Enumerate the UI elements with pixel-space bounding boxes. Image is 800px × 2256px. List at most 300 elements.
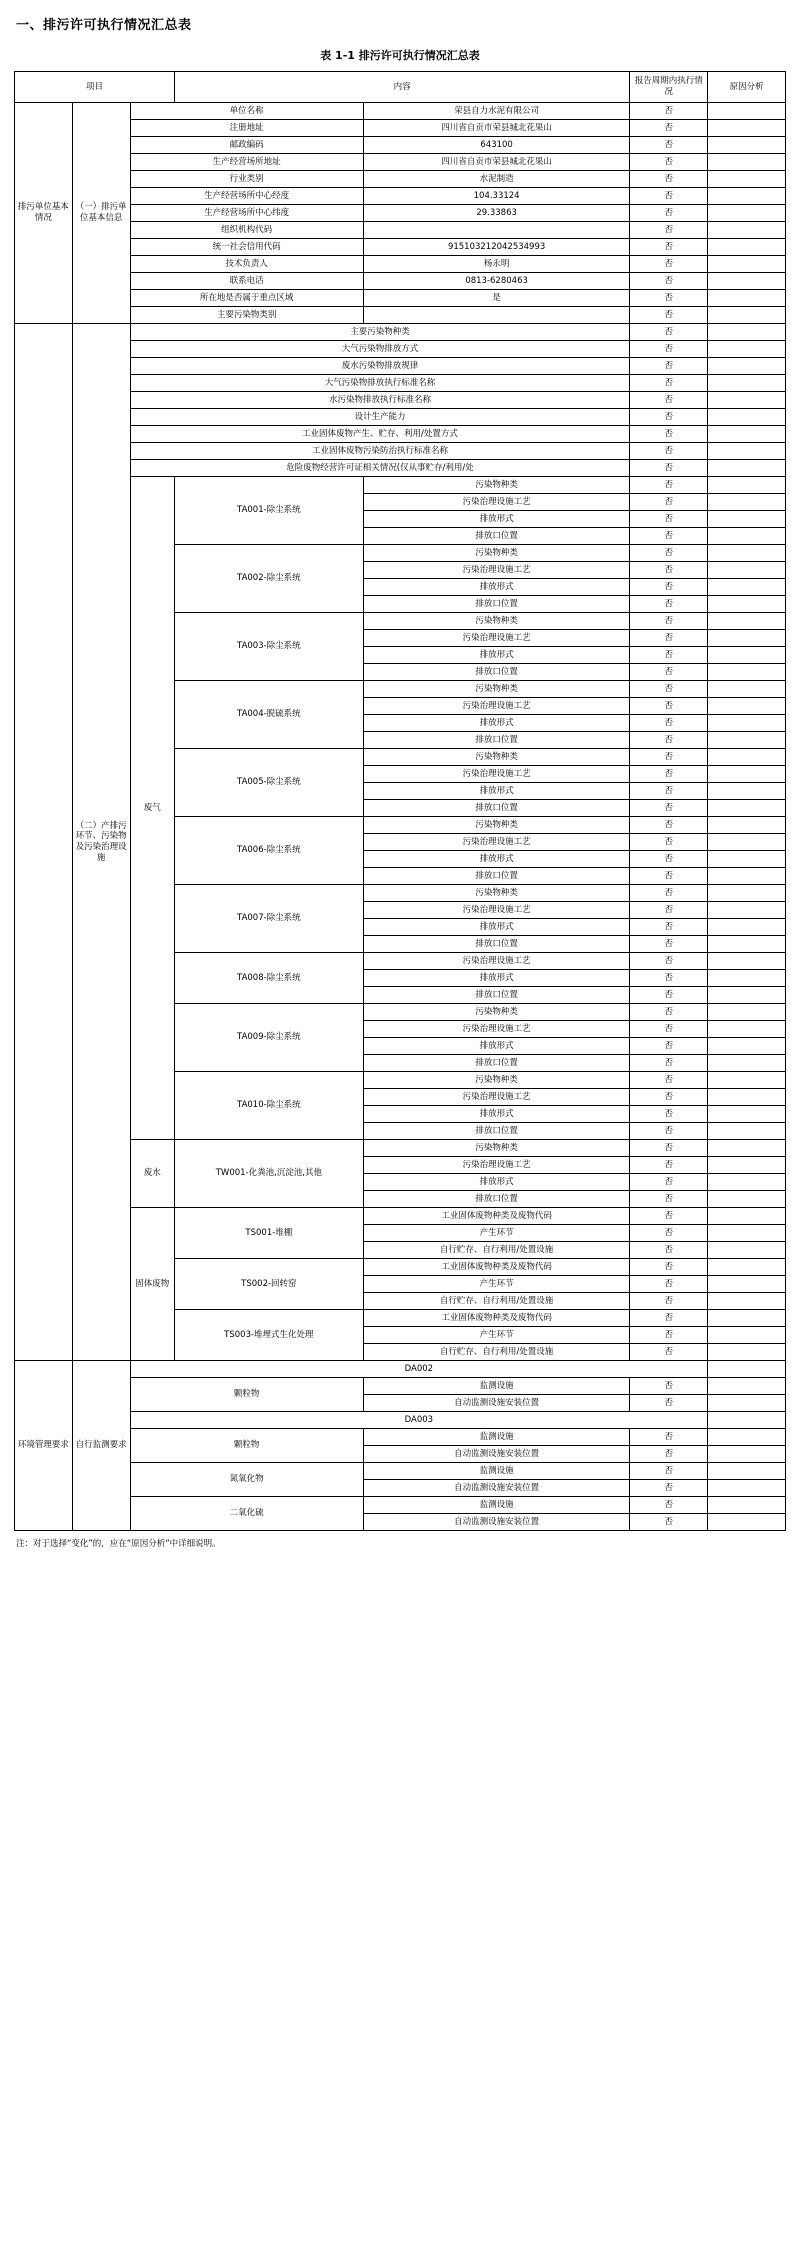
monitor-item-label: 自动监测设施安装位置 [363,1395,630,1412]
table-row [15,120,786,137]
row-label: 行业类别 [130,171,363,188]
row-reason [708,562,786,579]
row-status: 否 [630,664,708,681]
row-status: 否 [630,1106,708,1123]
table-row [15,1412,786,1429]
row-label: 大气污染物排放执行标准名称 [130,375,630,392]
facility-item-label: 排放形式 [363,715,630,732]
facility-item-label: 排放形式 [363,783,630,800]
category-label-air: 废气 [130,477,174,1140]
row-reason [708,222,786,239]
facility-item-label: 排放形式 [363,511,630,528]
row-status: 否 [630,171,708,188]
row-reason [708,477,786,494]
row-label: 工业固体废物污染防治执行标准名称 [130,443,630,460]
row-reason [708,1497,786,1514]
row-label: 危险废物经营许可证相关情况(仅从事贮存/利用/处 [130,460,630,477]
row-status: 否 [630,528,708,545]
row-reason [708,375,786,392]
row-reason [708,324,786,341]
facility-name: TS002-回转窑 [174,1259,363,1310]
row-status: 否 [630,800,708,817]
row-status: 否 [630,834,708,851]
facility-item-label: 自行贮存、自行利用/处置设施 [363,1344,630,1361]
row-reason [708,902,786,919]
row-reason [708,1191,786,1208]
row-label: 组织机构代码 [130,222,363,239]
monitor-item-label: 监测设施 [363,1429,630,1446]
row-status: 否 [630,970,708,987]
facility-item-label: 排放口位置 [363,528,630,545]
table-row [15,307,786,324]
row-value: 四川省自贡市荣县城北花果山 [363,120,630,137]
row-status: 否 [630,477,708,494]
row-value: 杨永明 [363,256,630,273]
row-status: 否 [630,817,708,834]
table-row [15,1497,786,1514]
row-label: 生产经营场所中心经度 [130,188,363,205]
table-row [15,273,786,290]
facility-item-label: 污染治理设施工艺 [363,902,630,919]
row-label: 主要污染物种类 [130,324,630,341]
table-row [15,171,786,188]
row-label: 邮政编码 [130,137,363,154]
row-status: 否 [630,1055,708,1072]
row-status: 否 [630,1140,708,1157]
facility-item-label: 排放口位置 [363,868,630,885]
facility-item-label: 自行贮存、自行利用/处置设施 [363,1293,630,1310]
table-row [15,443,786,460]
facility-name: TS001-堆棚 [174,1208,363,1259]
row-reason [708,1106,786,1123]
pollutant-name: 颗粒物 [130,1429,363,1463]
monitor-item-label: 自动监测设施安装位置 [363,1514,630,1531]
pollutant-name: 颗粒物 [130,1378,363,1412]
table-row [15,324,786,341]
facility-name: TA008-除尘系统 [174,953,363,1004]
row-reason [708,1463,786,1480]
row-reason [708,1072,786,1089]
facility-name: TA005-除尘系统 [174,749,363,817]
row-status: 否 [630,1208,708,1225]
facility-item-label: 污染物种类 [363,681,630,698]
table-row [15,477,786,494]
facility-item-label: 污染治理设施工艺 [363,1021,630,1038]
row-label: 统一社会信用代码 [130,239,363,256]
section-label-basic: 排污单位基本情况 [15,103,73,324]
row-value: 104.33124 [363,188,630,205]
row-reason [708,749,786,766]
pollutant-name: 氮氧化物 [130,1463,363,1497]
page-title: 一、排污许可执行情况汇总表 [16,18,192,33]
row-status: 否 [630,1429,708,1446]
outlet-header: DA003 [130,1412,708,1429]
table-row [15,409,786,426]
row-status: 否 [630,732,708,749]
facility-item-label: 污染物种类 [363,545,630,562]
row-status: 否 [630,1021,708,1038]
facility-item-label: 污染治理设施工艺 [363,630,630,647]
row-reason [708,273,786,290]
row-value: 643100 [363,137,630,154]
row-reason [708,545,786,562]
row-reason [708,256,786,273]
facility-item-label: 污染治理设施工艺 [363,953,630,970]
row-reason [708,1293,786,1310]
facility-item-label: 污染物种类 [363,1140,630,1157]
table-row [15,188,786,205]
row-reason [708,460,786,477]
row-status: 否 [630,715,708,732]
row-label: 生产经营场所地址 [130,154,363,171]
section-label-monitoring: 环境管理要求 [15,1361,73,1531]
row-status: 否 [630,256,708,273]
monitor-item-label: 监测设施 [363,1463,630,1480]
row-status: 否 [630,511,708,528]
row-value: 荣县自力水泥有限公司 [363,103,630,120]
row-status: 否 [630,1480,708,1497]
row-value: 四川省自贡市荣县城北花果山 [363,154,630,171]
table-row [15,1463,786,1480]
table-row [15,1140,786,1157]
row-reason [708,698,786,715]
column-header-content: 内容 [174,72,629,103]
row-status: 否 [630,375,708,392]
facility-item-label: 排放形式 [363,647,630,664]
row-status: 否 [630,460,708,477]
row-status: 否 [630,205,708,222]
row-status: 否 [630,953,708,970]
row-status: 否 [630,1174,708,1191]
row-reason [708,732,786,749]
facility-name: TA002-除尘系统 [174,545,363,613]
row-reason [708,494,786,511]
row-status: 否 [630,1514,708,1531]
table-row [15,1378,786,1395]
row-status: 否 [630,341,708,358]
facility-item-label: 污染治理设施工艺 [363,494,630,511]
facility-item-label: 污染物种类 [363,613,630,630]
facility-item-label: 自行贮存、自行利用/处置设施 [363,1242,630,1259]
row-status: 否 [630,1293,708,1310]
row-reason [708,647,786,664]
facility-item-label: 污染治理设施工艺 [363,834,630,851]
row-reason [708,341,786,358]
row-reason [708,171,786,188]
row-reason [708,1514,786,1531]
facility-item-label: 排放形式 [363,1174,630,1191]
category-label-solid: 固体废物 [130,1208,174,1361]
row-status: 否 [630,562,708,579]
row-status: 否 [630,1446,708,1463]
facility-item-label: 排放口位置 [363,664,630,681]
row-status: 否 [630,1191,708,1208]
table-header-row [15,72,786,103]
row-reason [708,664,786,681]
facility-item-label: 污染治理设施工艺 [363,562,630,579]
monitor-item-label: 监测设施 [363,1497,630,1514]
table-row [15,358,786,375]
table-row [15,460,786,477]
row-label: 注册地址 [130,120,363,137]
table-row [15,392,786,409]
row-label: 大气污染物排放方式 [130,341,630,358]
facility-item-label: 污染物种类 [363,1004,630,1021]
row-status: 否 [630,290,708,307]
row-status: 否 [630,902,708,919]
facility-name: TA004-脱硫系统 [174,681,363,749]
row-reason [708,783,786,800]
row-reason [708,511,786,528]
row-reason [708,1429,786,1446]
subsection-label-pollution: （二）产排污环节、污染物及污染治理设施 [72,324,130,1361]
row-status: 否 [630,885,708,902]
row-value: 水泥制造 [363,171,630,188]
row-status: 否 [630,1123,708,1140]
row-reason [708,817,786,834]
facility-item-label: 工业固体废物种类及废物代码 [363,1259,630,1276]
row-status: 否 [630,426,708,443]
facility-item-label: 排放形式 [363,851,630,868]
facility-name: TA006-除尘系统 [174,817,363,885]
table-row [15,426,786,443]
row-status: 否 [630,1344,708,1361]
facility-name: TA009-除尘系统 [174,1004,363,1072]
row-status: 否 [630,1395,708,1412]
row-status: 否 [630,919,708,936]
row-status: 否 [630,681,708,698]
row-reason [708,1038,786,1055]
facility-name: TW001-化粪池,沉淀池,其他 [174,1140,363,1208]
row-status: 否 [630,1004,708,1021]
row-label: 水污染物排放执行标准名称 [130,392,630,409]
facility-item-label: 排放形式 [363,579,630,596]
facility-item-label: 污染物种类 [363,817,630,834]
row-reason [708,800,786,817]
row-status: 否 [630,783,708,800]
facility-item-label: 工业固体废物种类及废物代码 [363,1310,630,1327]
facility-name: TA007-除尘系统 [174,885,363,953]
row-status: 否 [630,596,708,613]
row-reason [708,1208,786,1225]
table-row [15,154,786,171]
row-reason [708,103,786,120]
category-label-water: 废水 [130,1140,174,1208]
table-caption: 表 1-1 排污许可执行情况汇总表 [320,49,480,62]
row-label: 单位名称 [130,103,363,120]
table-row [15,1361,786,1378]
row-label: 所在地是否属于重点区域 [130,290,363,307]
row-reason [708,1174,786,1191]
row-reason [708,834,786,851]
facility-name: TA003-除尘系统 [174,613,363,681]
row-reason [708,1361,786,1378]
row-status: 否 [630,579,708,596]
row-status: 否 [630,1378,708,1395]
row-status: 否 [630,409,708,426]
pollutant-name: 二氧化硫 [130,1497,363,1531]
facility-item-label: 产生环节 [363,1225,630,1242]
outlet-header: DA002 [130,1361,708,1378]
row-status: 否 [630,1276,708,1293]
facility-name: TS003-堆埋式生化处理 [174,1310,363,1361]
facility-item-label: 污染物种类 [363,885,630,902]
row-status: 否 [630,120,708,137]
facility-item-label: 污染物种类 [363,1072,630,1089]
row-status: 否 [630,749,708,766]
row-status: 否 [630,1038,708,1055]
row-reason [708,205,786,222]
table-row [15,205,786,222]
row-status: 否 [630,154,708,171]
facility-name: TA010-除尘系统 [174,1072,363,1140]
table-row [15,222,786,239]
row-label: 主要污染物类别 [130,307,363,324]
facility-item-label: 排放口位置 [363,596,630,613]
row-status: 否 [630,936,708,953]
row-value: 0813-6280463 [363,273,630,290]
row-reason [708,1327,786,1344]
row-reason [708,953,786,970]
facility-item-label: 污染物种类 [363,749,630,766]
row-label: 联系电话 [130,273,363,290]
row-status: 否 [630,868,708,885]
row-status: 否 [630,698,708,715]
table-row [15,239,786,256]
row-reason [708,681,786,698]
row-status: 否 [630,392,708,409]
row-status: 否 [630,1259,708,1276]
row-reason [708,358,786,375]
row-reason [708,188,786,205]
table-row [15,290,786,307]
row-status: 否 [630,188,708,205]
row-reason [708,1123,786,1140]
row-status: 否 [630,1310,708,1327]
facility-item-label: 排放口位置 [363,800,630,817]
row-reason [708,426,786,443]
row-reason [708,1089,786,1106]
table-row [15,1429,786,1446]
subsection-label-basic-info: （一）排污单位基本信息 [72,103,130,324]
row-status: 否 [630,613,708,630]
row-reason [708,307,786,324]
row-status: 否 [630,273,708,290]
table-row [15,256,786,273]
row-reason [708,715,786,732]
row-value: 是 [363,290,630,307]
row-value: 915103212042534993 [363,239,630,256]
row-reason [708,409,786,426]
facility-item-label: 污染治理设施工艺 [363,1089,630,1106]
monitor-item-label: 自动监测设施安装位置 [363,1480,630,1497]
facility-item-label: 排放口位置 [363,1055,630,1072]
row-status: 否 [630,307,708,324]
row-status: 否 [630,851,708,868]
row-label: 生产经营场所中心纬度 [130,205,363,222]
row-reason [708,1140,786,1157]
row-value: 29.33863 [363,205,630,222]
row-reason [708,1004,786,1021]
row-status: 否 [630,1327,708,1344]
facility-item-label: 排放口位置 [363,936,630,953]
row-reason [708,1276,786,1293]
row-reason [708,851,786,868]
row-reason [708,596,786,613]
row-reason [708,239,786,256]
row-reason [708,528,786,545]
row-status: 否 [630,1463,708,1480]
row-reason [708,630,786,647]
row-reason [708,1480,786,1497]
facility-item-label: 工业固体废物种类及废物代码 [363,1208,630,1225]
row-status: 否 [630,324,708,341]
row-reason [708,1055,786,1072]
section-label-pollution [15,324,73,1361]
facility-item-label: 污染物种类 [363,477,630,494]
facility-item-label: 排放形式 [363,919,630,936]
column-header-item: 项目 [15,72,175,103]
table-row [15,341,786,358]
row-status: 否 [630,494,708,511]
facility-item-label: 产生环节 [363,1327,630,1344]
row-reason [708,1259,786,1276]
table-row [15,103,786,120]
facility-item-label: 污染治理设施工艺 [363,698,630,715]
monitor-item-label: 监测设施 [363,1378,630,1395]
row-value [363,307,630,324]
row-status: 否 [630,545,708,562]
row-reason [708,1242,786,1259]
row-reason [708,290,786,307]
column-header-reason: 原因分析 [708,72,786,103]
facility-item-label: 排放口位置 [363,1191,630,1208]
row-reason [708,1157,786,1174]
row-reason [708,1310,786,1327]
row-status: 否 [630,1242,708,1259]
row-label: 废水污染物排放规律 [130,358,630,375]
monitor-item-label: 自动监测设施安装位置 [363,1446,630,1463]
row-status: 否 [630,1225,708,1242]
table-note: 注：对于选择“变化”的，应在“原因分析”中详细说明。 [16,1539,221,1549]
table-row [15,1208,786,1225]
row-label: 工业固体废物产生、贮存、利用/处置方式 [130,426,630,443]
facility-item-label: 排放形式 [363,1038,630,1055]
facility-item-label: 产生环节 [363,1276,630,1293]
row-reason [708,766,786,783]
facility-item-label: 污染治理设施工艺 [363,766,630,783]
row-reason [708,1378,786,1395]
table-row [15,375,786,392]
row-reason [708,1395,786,1412]
row-label: 设计生产能力 [130,409,630,426]
row-reason [708,1344,786,1361]
facility-item-label: 排放形式 [363,970,630,987]
row-status: 否 [630,239,708,256]
row-reason [708,137,786,154]
row-reason [708,613,786,630]
row-reason [708,1021,786,1038]
row-status: 否 [630,358,708,375]
row-reason [708,936,786,953]
row-status: 否 [630,103,708,120]
row-reason [708,443,786,460]
row-value [363,222,630,239]
facility-item-label: 排放口位置 [363,987,630,1004]
row-status: 否 [630,987,708,1004]
row-reason [708,120,786,137]
row-reason [708,919,786,936]
